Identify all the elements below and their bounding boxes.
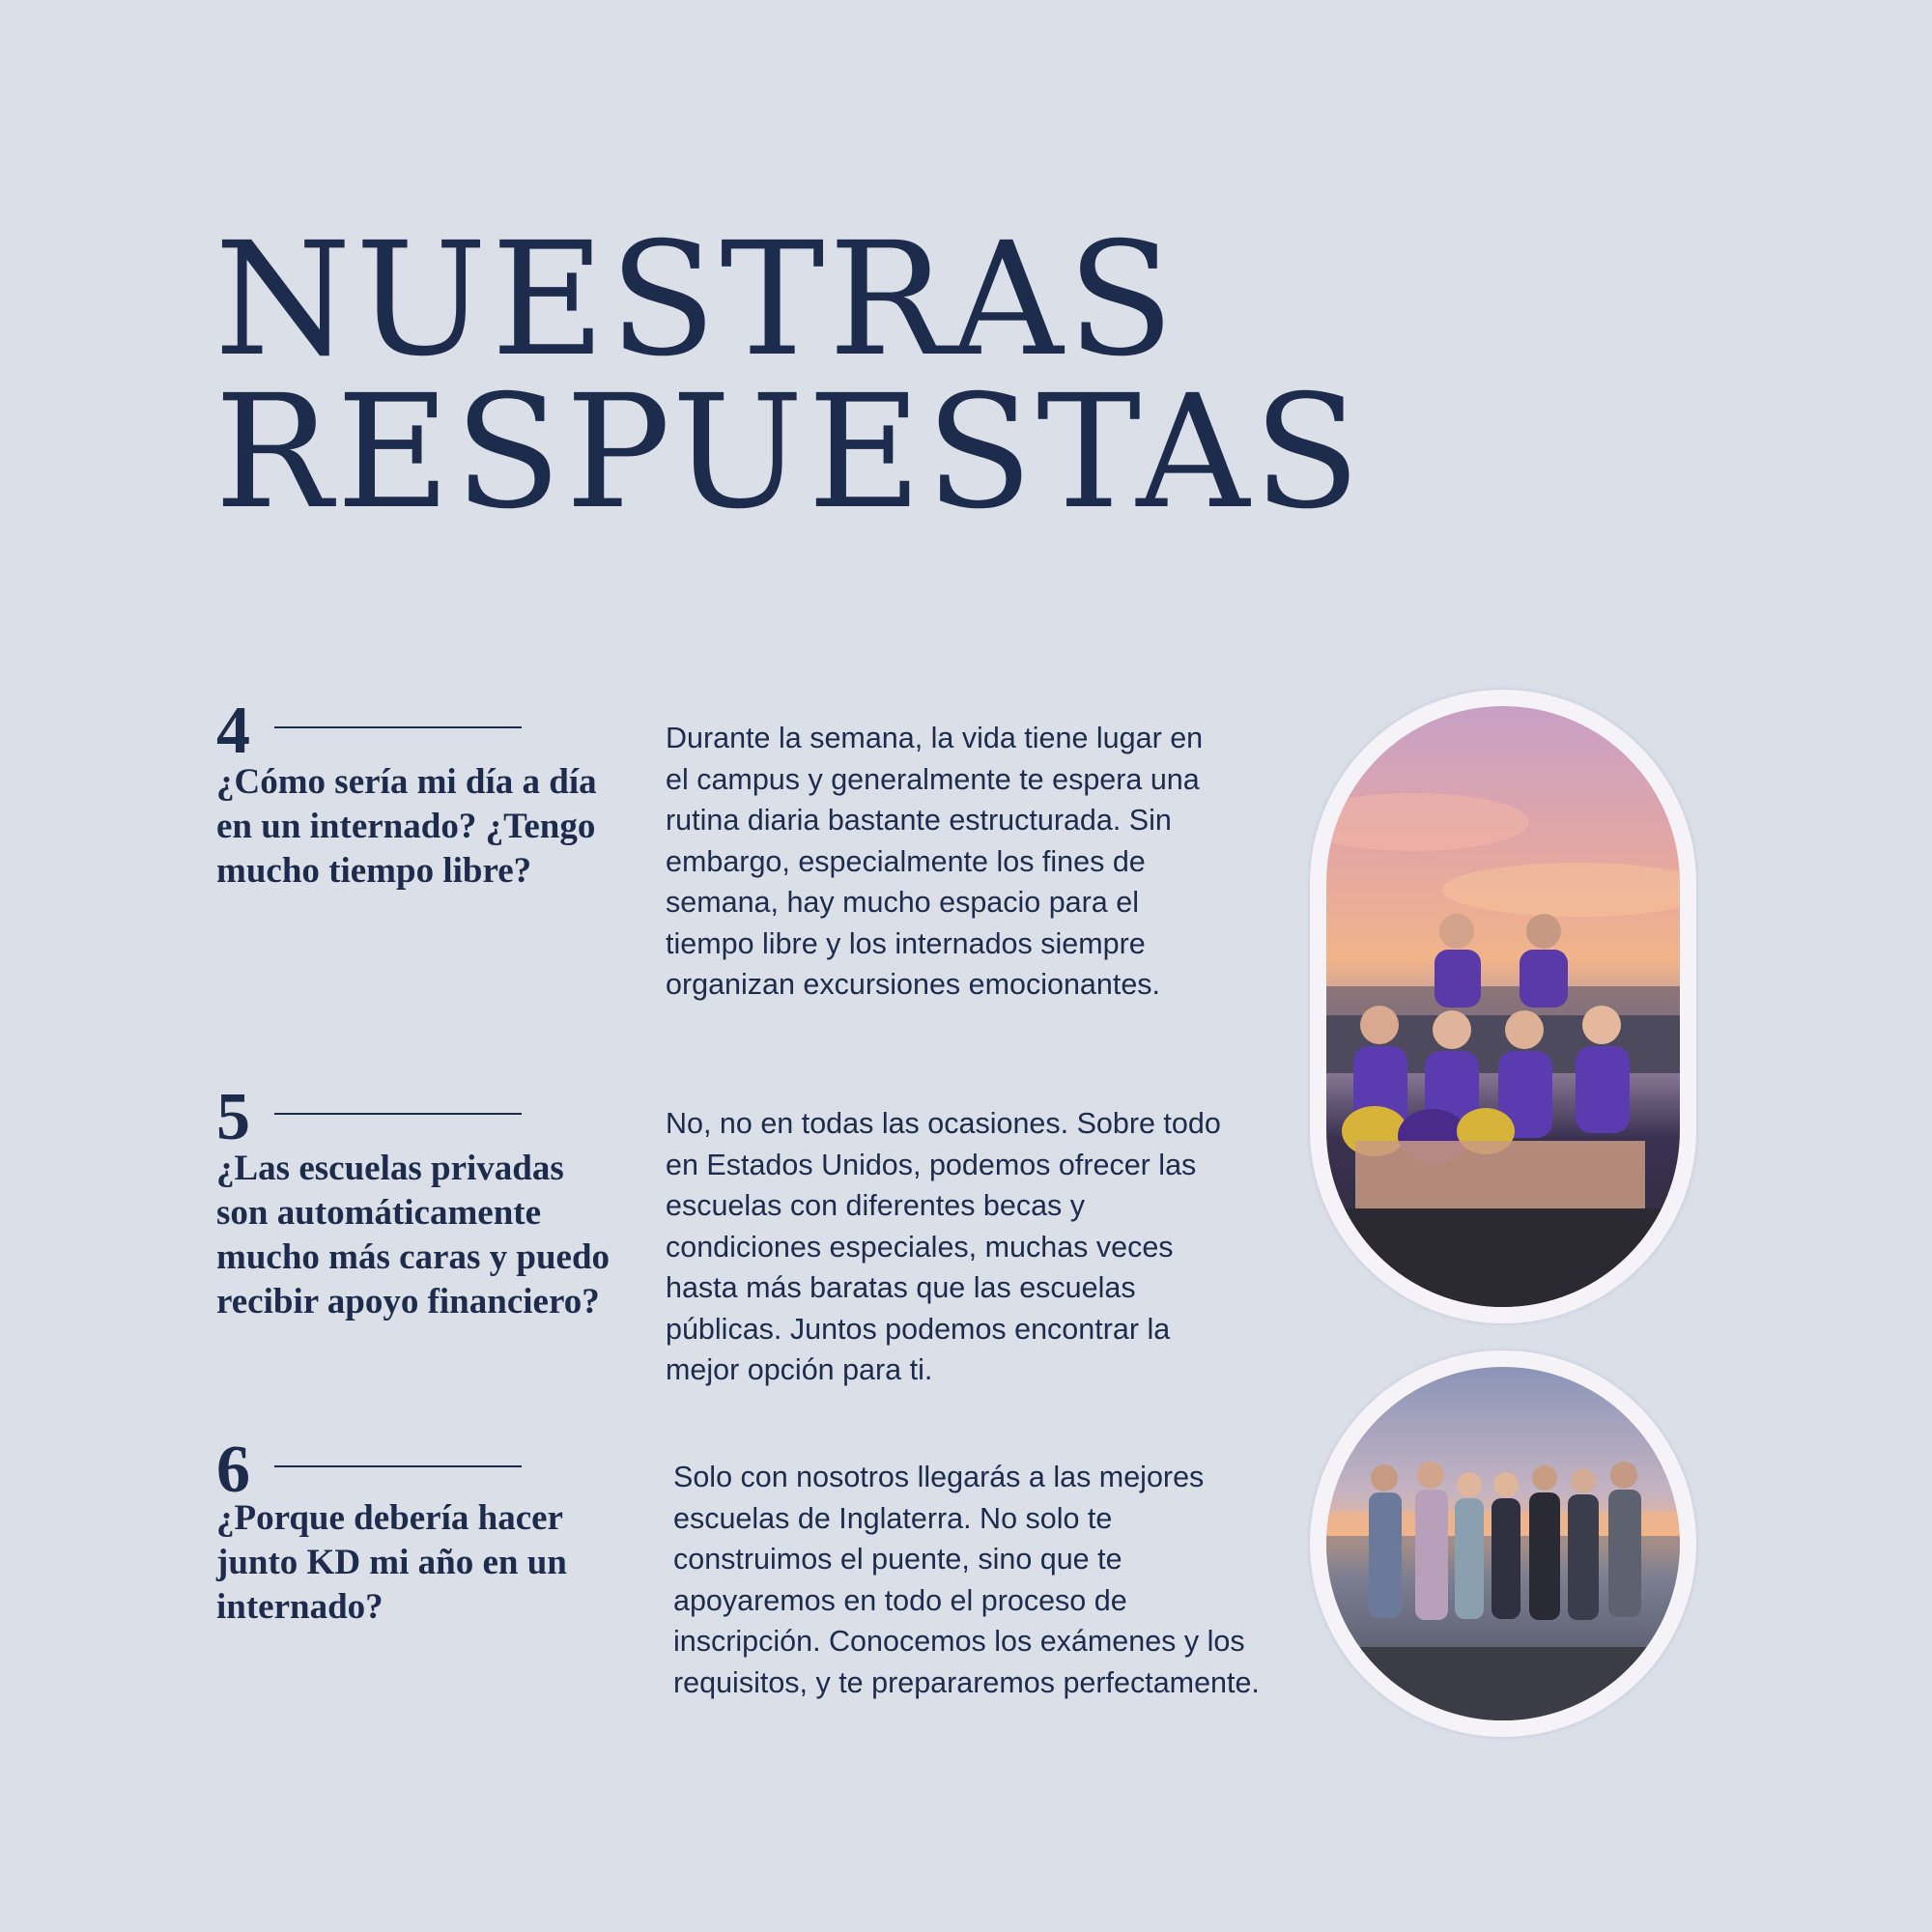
family-beach-photo (1310, 1350, 1696, 1737)
page-title-line-1: NUESTRAS (214, 210, 1179, 391)
family-beach-photo-illustration (1326, 1367, 1680, 1720)
faq-answer: Durante la semana, la vida tiene lugar en el campus y generalmente te espera una rutina diaria bastante estructurada. Sin embargo, especialmente los fines de semana, hay mucho espacio para el tiempo libre y los internados siempre organizan excursiones emocionantes. (666, 722, 1204, 1001)
faq-divider (274, 726, 522, 728)
faq-question: ¿Porque debería hacer junto KD mi año en un internado? (216, 1498, 567, 1627)
faq-answer: Solo con nosotros llegarás a las mejores escuelas de Inglaterra. No solo te construimos el puente, sino que te apoyaremos en todo el proceso de inscripción. Conocemos los exámenes y los requisitos, y te prepararemos perfectamente. (673, 1461, 1260, 1699)
faq-number: 4 (216, 694, 250, 768)
cheerleaders-photo-illustration (1326, 706, 1680, 1307)
faq-divider (274, 1465, 522, 1467)
faq-number: 6 (216, 1433, 250, 1507)
faq-question: ¿Cómo sería mi día a día en un internado? ¿Tengo mucho tiempo libre? (216, 762, 597, 891)
faq-divider (274, 1113, 522, 1115)
faq-answer: No, no en todas las ocasiones. Sobre todo en Estados Unidos, podemos ofrecer las escuelas con diferentes becas y condiciones especiales, muchas veces hasta más baratas que las escuelas públicas. Juntos podemos encontrar la mejor opción para ti. (666, 1107, 1221, 1386)
page-title-line-2: RESPUESTAS (214, 362, 1365, 544)
page-title (214, 210, 1365, 544)
faq-number: 5 (216, 1080, 250, 1154)
cheerleaders-photo (1310, 690, 1696, 1323)
faq-question: ¿Las escuelas privadas son automáticamente mucho más caras y puedo recibir apoyo financiero? (216, 1149, 611, 1321)
